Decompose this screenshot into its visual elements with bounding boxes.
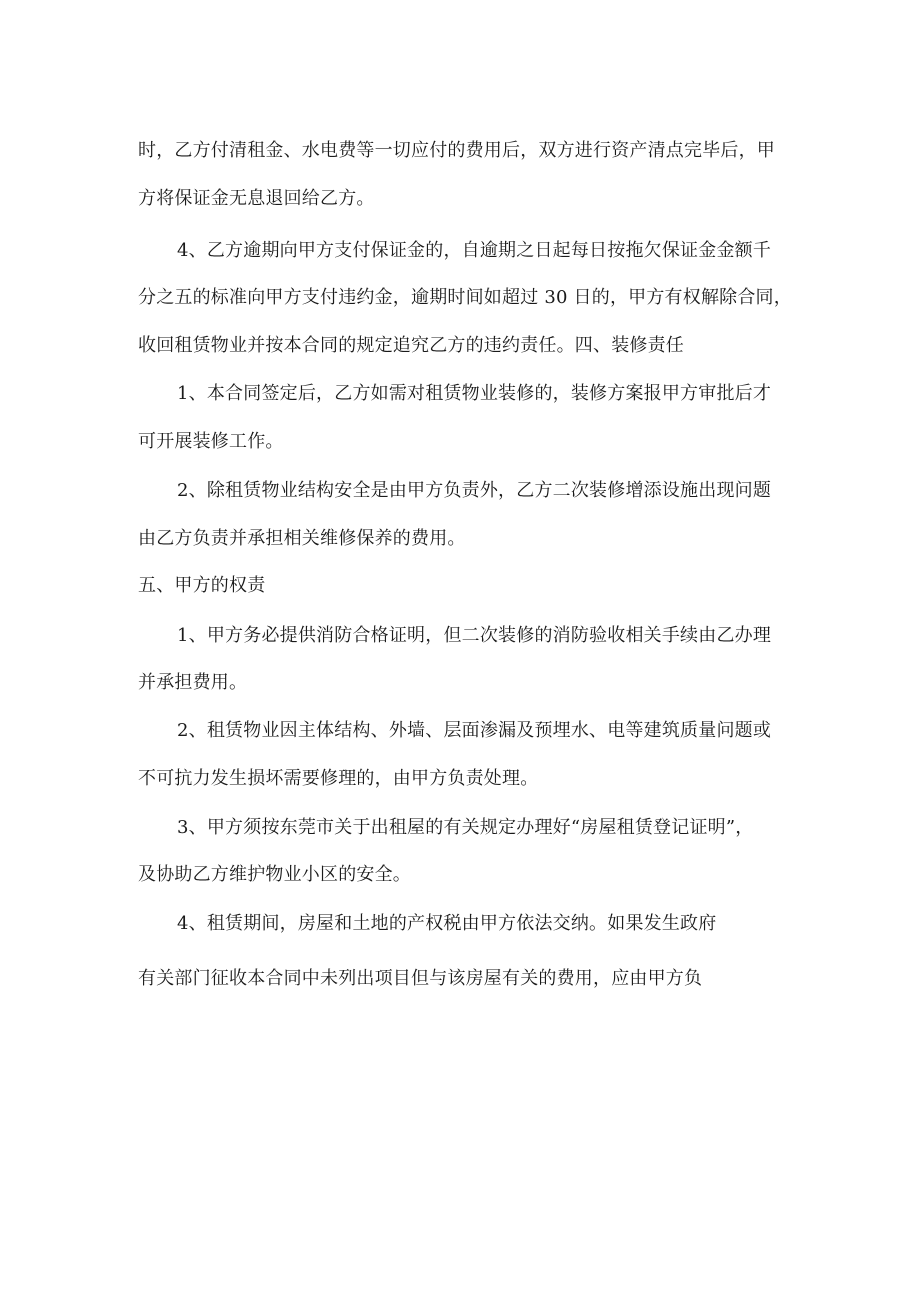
text-line: 分之五的标准向甲方支付违约金，逾期时间如超过 30 日的，甲方有权解除合同， (138, 287, 792, 308)
text-line: 收回租赁物业并按本合同的规定追究乙方的违约责任。四、装修责任 (138, 335, 684, 356)
text-line: 4、乙方逾期向甲方支付保证金的，自逾期之日起每日按拖欠保证金金额千 (177, 240, 772, 261)
text-line: 不可抗力发生损坏需要修理的，由甲方负责处理。 (138, 768, 539, 789)
text-line: 时，乙方付清租金、水电费等一切应付的费用后，双方进行资产清点完毕后，甲 (138, 140, 775, 161)
section-heading: 五、甲方的权责 (138, 575, 266, 596)
text-line: 方将保证金无息退回给乙方。 (138, 188, 375, 209)
text-line: 4、租赁期间，房屋和土地的产权税由甲方依法交纳。如果发生政府 (177, 913, 717, 934)
text-line: 及协助乙方维护物业小区的安全。 (138, 864, 411, 885)
text-line: 可开展装修工作。 (138, 431, 284, 452)
text-line: 由乙方负责并承担相关维修保养的费用。 (138, 528, 466, 549)
text-line: 1、甲方务必提供消防合格证明，但二次装修的消防验收相关手续由乙办理 (177, 625, 772, 646)
text-line: 3、甲方须按东莞市关于出租屋的有关规定办理好“房屋租赁登记证明”， (177, 817, 754, 838)
text-line: 2、除租赁物业结构安全是由甲方负责外，乙方二次装修增添设施出现问题 (177, 480, 772, 501)
text-line: 1、本合同签定后，乙方如需对租赁物业装修的，装修方案报甲方审批后才 (177, 383, 772, 404)
text-line: 有关部门征收本合同中未列出项目但与该房屋有关的费用，应由甲方负 (138, 968, 703, 989)
text-line: 2、租赁物业因主体结构、外墙、层面渗漏及预埋水、电等建筑质量问题或 (177, 720, 772, 741)
text-line: 并承担费用。 (138, 672, 248, 693)
